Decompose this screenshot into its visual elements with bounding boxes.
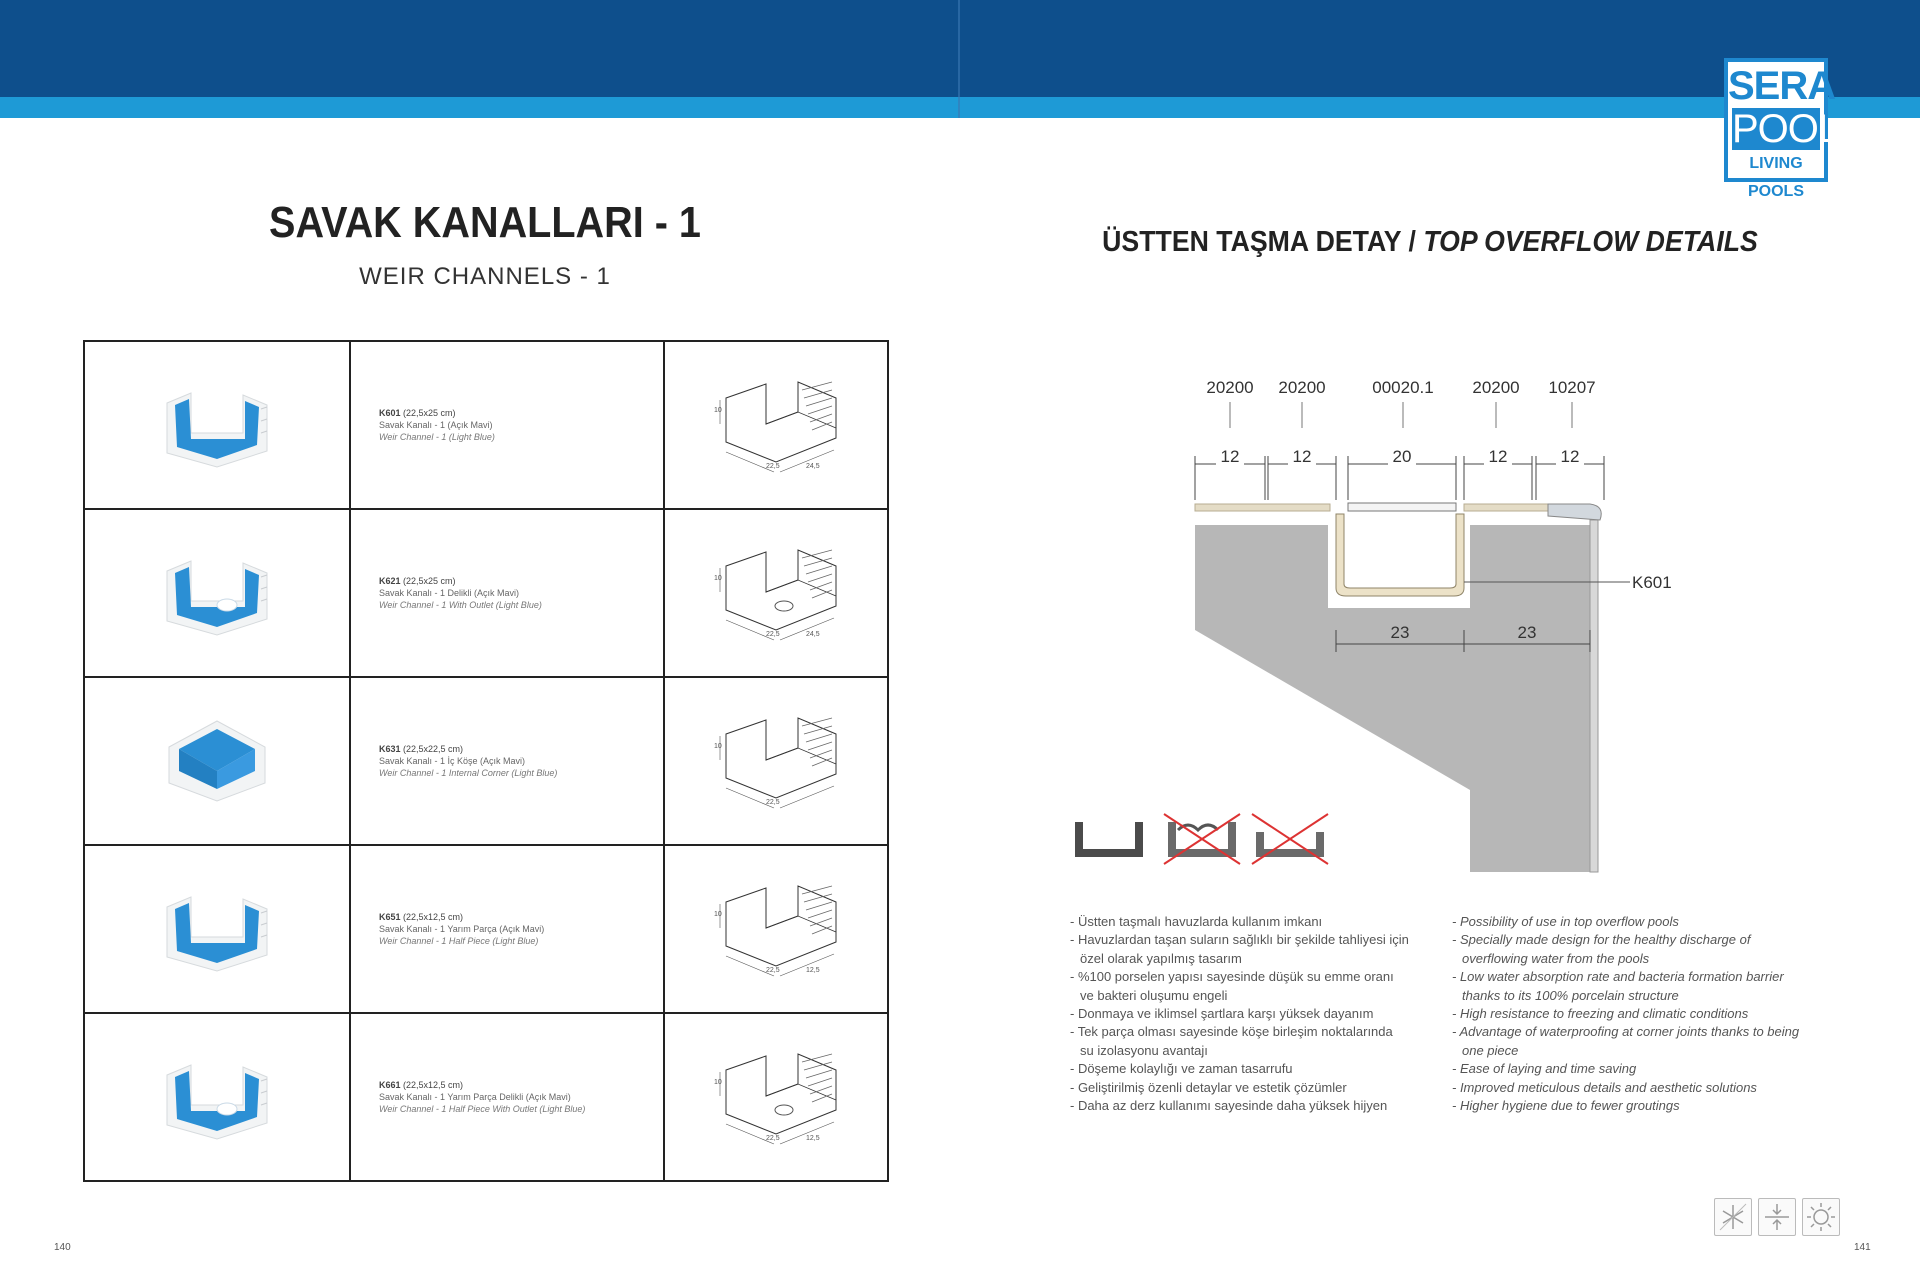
product-drawing — [664, 677, 888, 845]
overflow-detail-diagram — [1060, 360, 1860, 880]
tile-right — [1464, 504, 1548, 511]
product-name-en: Weir Channel - 1 With Outlet (Light Blue) — [379, 600, 542, 610]
callout-label: K601 — [1632, 573, 1672, 592]
banner-dark-band — [0, 0, 1920, 97]
banner-light-band — [0, 97, 1920, 118]
detail-title-en: TOP OVERFLOW DETAILS — [1423, 226, 1758, 258]
product-row — [84, 677, 888, 845]
product-photo — [84, 341, 350, 509]
logo-pool: POOL — [1732, 107, 1840, 151]
material-code-label: 20200 — [1472, 378, 1520, 397]
feature-item: - Geliştirilmiş özenli detaylar ve estetik çözümler — [1070, 1079, 1347, 1095]
feature-list-tr — [1070, 913, 1410, 1115]
dimension-label: 24,5 — [806, 630, 820, 638]
dimension-label: 12,5 — [806, 966, 820, 974]
material-code-label: 20200 — [1206, 378, 1254, 397]
dimension-label: 10 — [714, 742, 722, 750]
detail-title — [1090, 222, 1771, 262]
logo-living-pools: LIVING POOLS — [1747, 155, 1804, 200]
product-code: K601 (22,5x25 cm) — [379, 408, 456, 418]
detail-title-separator: / — [1401, 226, 1424, 258]
profile-icon-wrong-2 — [1252, 814, 1328, 864]
dimension-label: 22,5 — [766, 462, 780, 470]
feature-item: - Havuzlardan taşan suların sağlıklı bir şekilde tahliyesi için özel olarak yapılmış tasarım — [1070, 932, 1409, 966]
profile-icon-wrong-1 — [1164, 814, 1240, 864]
product-name-tr: Savak Kanalı - 1 Yarım Parça (Açık Mavi) — [379, 924, 545, 934]
material-code-label: 10207 — [1548, 378, 1596, 397]
product-info — [350, 509, 664, 677]
feature-item: - Donmaya ve iklimsel şartlara karşı yüksek dayanım — [1070, 1006, 1374, 1022]
material-code-label: 00020.1 — [1372, 378, 1434, 397]
grating — [1348, 503, 1456, 511]
product-name-tr: Savak Kanalı - 1 Yarım Parça Delikli (Açık Mavi) — [379, 1092, 571, 1102]
product-drawing — [664, 509, 888, 677]
dimension-label: 12 — [1560, 447, 1580, 466]
dimension-label: 12 — [1292, 447, 1312, 466]
header-banner — [0, 0, 1920, 118]
product-size: (22,5x12,5 cm) — [403, 912, 464, 922]
product-drawing — [664, 845, 888, 1013]
product-name-tr: Savak Kanalı - 1 (Açık Mavi) — [379, 420, 493, 430]
dimension-label: 10 — [714, 406, 722, 414]
product-code: K651 (22,5x12,5 cm) — [379, 912, 464, 922]
product-size: (22,5x25 cm) — [403, 576, 456, 586]
dimension-label: 12 — [1488, 447, 1508, 466]
feature-item: - Improved meticulous details and aesthetic solutions — [1452, 1079, 1757, 1095]
feature-item: - Üstten taşmalı havuzlarda kullanım imkanı — [1070, 914, 1323, 929]
feature-item: - High resistance to freezing and climatic conditions — [1452, 1006, 1749, 1022]
dimension-label: 22,5 — [766, 630, 780, 638]
page-number-right: 141 — [1854, 1242, 1871, 1253]
page-fold-line — [958, 0, 960, 118]
product-name-en: Weir Channel - 1 (Light Blue) — [379, 432, 495, 442]
profile-icon-correct — [1075, 822, 1143, 857]
feature-item: - Higher hygiene due to fewer groutings — [1452, 1098, 1680, 1114]
product-name-en: Weir Channel - 1 Internal Corner (Light Blue) — [379, 768, 558, 778]
concrete-section — [1195, 525, 1590, 872]
product-info — [350, 1013, 664, 1181]
feature-item: - Possibility of use in top overflow pools — [1452, 914, 1679, 929]
k601-channel-section — [1336, 514, 1464, 596]
product-name-tr: Savak Kanalı - 1 İç Köşe (Açık Mavi) — [379, 756, 526, 766]
property-icons — [1714, 1198, 1840, 1236]
uv-resistant-icon — [1802, 1198, 1840, 1236]
product-photo — [84, 509, 350, 677]
product-size: (22,5x22,5 cm) — [403, 744, 464, 754]
product-code: K621 (22,5x25 cm) — [379, 576, 456, 586]
page-subtitle: WEIR CHANNELS - 1 — [359, 263, 611, 290]
product-row — [84, 341, 888, 509]
product-name-tr: Savak Kanalı - 1 Delikli (Açık Mavi) — [379, 588, 520, 598]
dimension-label: 22,5 — [766, 1134, 780, 1142]
feature-item: - Döşeme kolaylığı ve zaman tasarrufu — [1070, 1061, 1293, 1077]
product-info — [350, 677, 664, 845]
product-info — [350, 845, 664, 1013]
product-photo — [84, 845, 350, 1013]
dimension-label: 22,5 — [766, 798, 780, 806]
serapool-logo — [1724, 58, 1840, 200]
dimension-label: 23 — [1517, 623, 1537, 642]
tile-left — [1195, 504, 1330, 511]
dimension-label: 10 — [714, 1078, 722, 1086]
dimension-label: 20 — [1392, 447, 1412, 466]
feature-item: - Low water absorption rate and bacteria formation barrier thanks to its 100% porcelain structure — [1452, 969, 1784, 1003]
dimension-label: 10 — [714, 910, 722, 918]
product-drawing — [664, 341, 888, 509]
feature-item: - Tek parça olması sayesinde köşe birleşim noktalarında su izolasyonu avantajı — [1070, 1024, 1393, 1058]
dimension-label: 12,5 — [806, 1134, 820, 1142]
material-code-label: 20200 — [1278, 378, 1326, 397]
logo-sera: SERA — [1728, 64, 1836, 108]
dimension-label: 24,5 — [806, 462, 820, 470]
dimension-label: 12 — [1220, 447, 1240, 466]
page-title: SAVAK KANALLARI - 1 — [269, 198, 701, 247]
product-info — [350, 341, 664, 509]
feature-item: - Ease of laying and time saving — [1452, 1061, 1637, 1077]
pool-wall — [1590, 520, 1598, 872]
pressure-resistant-icon — [1758, 1198, 1796, 1236]
product-row — [84, 845, 888, 1013]
dimension-label: 22,5 — [766, 966, 780, 974]
feature-item: - Specially made design for the healthy discharge of overflowing water from the pools — [1452, 932, 1751, 966]
dimension-label: 23 — [1390, 623, 1410, 642]
product-code: K661 (22,5x12,5 cm) — [379, 1080, 464, 1090]
feature-item: - Daha az derz kullanımı sayesinde daha yüksek hijyen — [1070, 1098, 1388, 1114]
coping-edge — [1548, 504, 1601, 520]
product-size: (22,5x12,5 cm) — [403, 1080, 464, 1090]
feature-list-en — [1452, 913, 1802, 1115]
product-name-en: Weir Channel - 1 Half Piece (Light Blue) — [379, 936, 539, 946]
feature-item: - Advantage of waterproofing at corner joints thanks to being one piece — [1452, 1024, 1800, 1058]
page-number-left: 140 — [54, 1242, 71, 1253]
frost-resistant-icon — [1714, 1198, 1752, 1236]
product-size: (22,5x25 cm) — [403, 408, 456, 418]
feature-item: - %100 porselen yapısı sayesinde düşük su emme oranı ve bakteri oluşumu engeli — [1070, 969, 1394, 1003]
product-photo — [84, 677, 350, 845]
product-photo — [84, 1013, 350, 1181]
product-name-en: Weir Channel - 1 Half Piece With Outlet (Light Blue) — [379, 1104, 586, 1114]
product-row — [84, 1013, 888, 1181]
product-table — [83, 340, 889, 1182]
product-drawing — [664, 1013, 888, 1181]
dimension-label: 10 — [714, 574, 722, 582]
product-row — [84, 509, 888, 677]
detail-title-tr: ÜSTTEN TAŞMA DETAY — [1102, 226, 1402, 258]
product-code: K631 (22,5x22,5 cm) — [379, 744, 464, 754]
